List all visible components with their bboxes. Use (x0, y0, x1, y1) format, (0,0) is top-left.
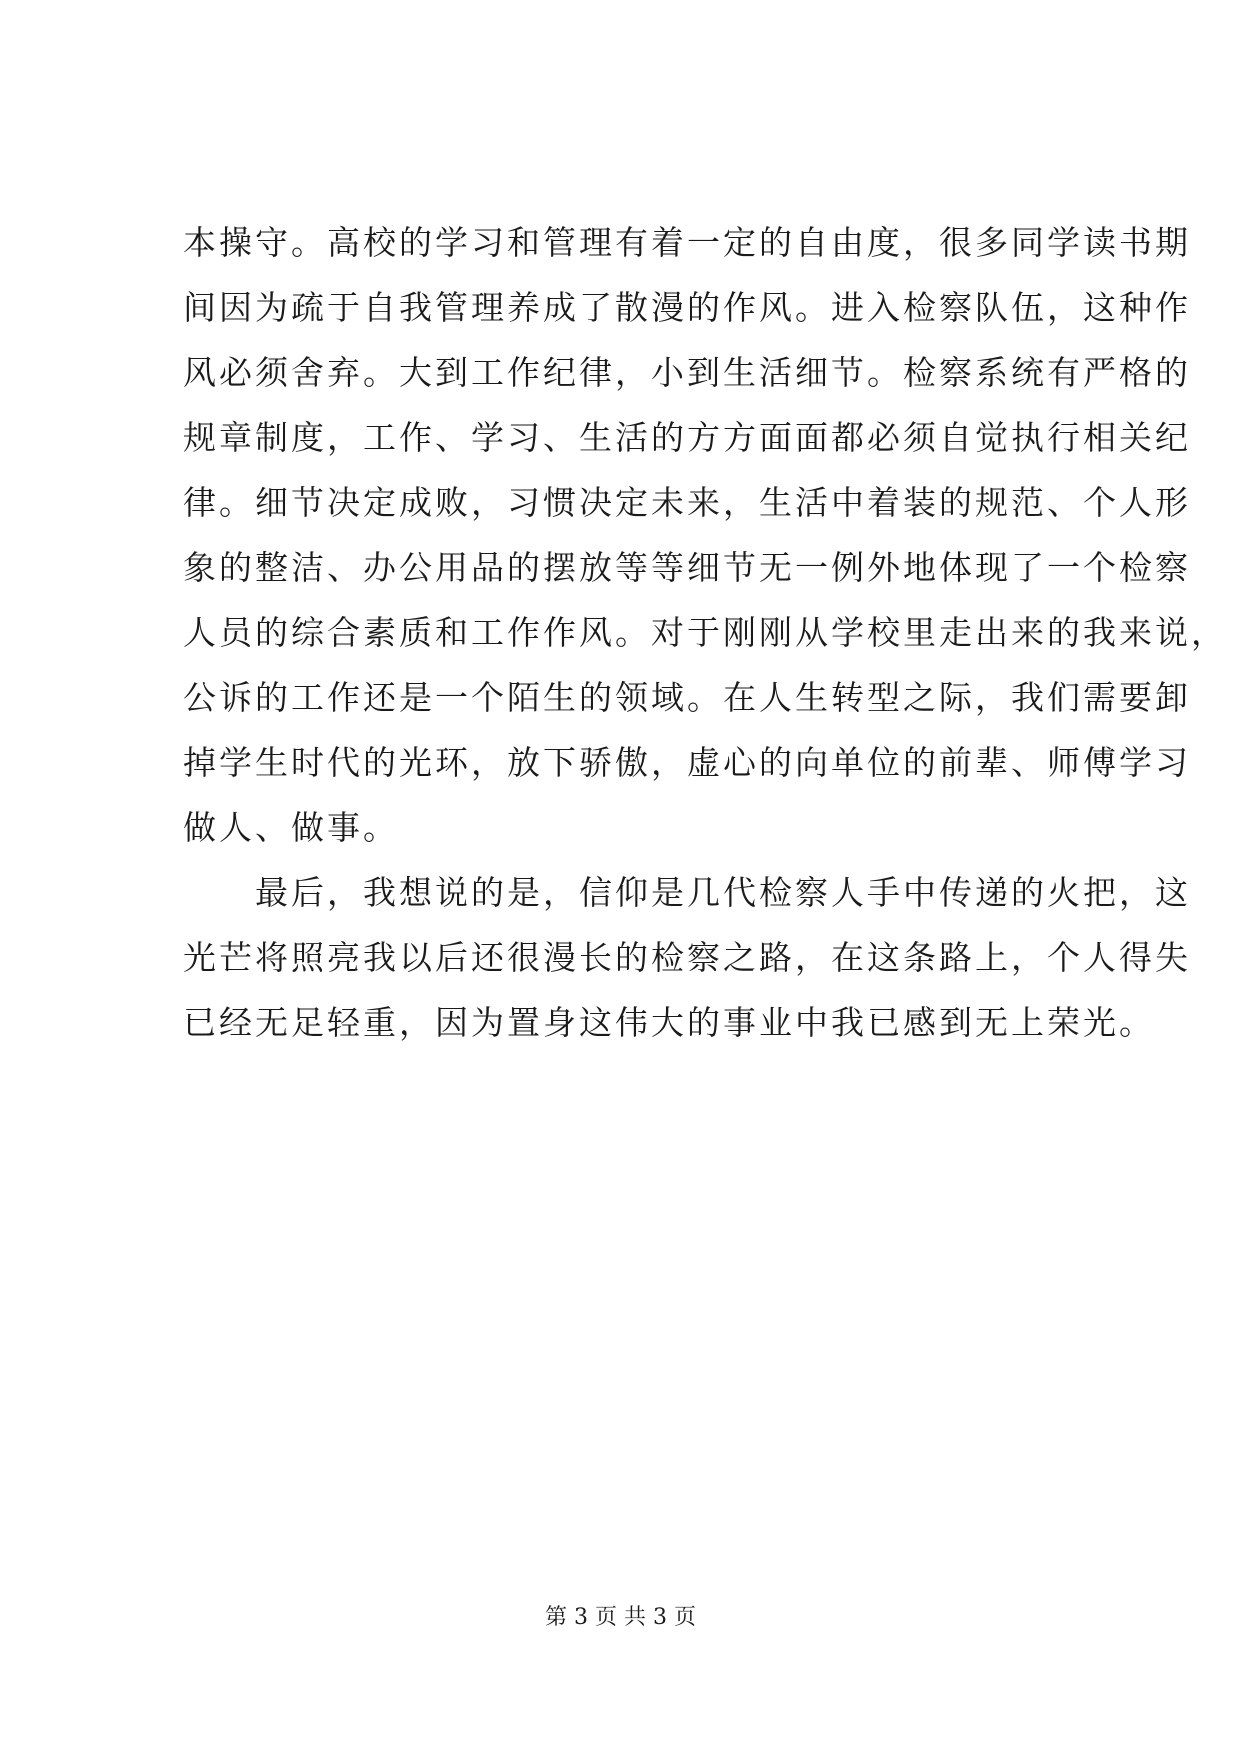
text-line: 间因为疏于自我管理养成了散漫的作风。进入检察队伍，这种作 (183, 288, 1191, 327)
text-line: 做人、做事。 (183, 808, 399, 847)
paragraph-2 (183, 860, 1191, 1055)
page-footer (0, 1603, 1241, 1633)
text-line: 掉学生时代的光环，放下骄傲，虚心的向单位的前辈、师傅学习 (183, 743, 1191, 782)
text-line: 象的整洁、办公用品的摆放等等细节无一例外地体现了一个检察 (183, 548, 1191, 587)
text-line: 本操守。高校的学习和管理有着一定的自由度，很多同学读书期 (183, 223, 1191, 262)
text-line: 已经无足轻重，因为置身这伟大的事业中我已感到无上荣光。 (183, 1003, 1155, 1042)
text-line: 人员的综合素质和工作作风。对于刚刚从学校里走出来的我来说， (183, 613, 1227, 652)
page-number: 第 3 页 共 3 页 (545, 1605, 696, 1630)
text-line: 规章制度，工作、学习、生活的方方面面都必须自觉执行相关纪 (183, 418, 1191, 457)
document-body (183, 210, 1227, 1055)
text-line: 光芒将照亮我以后还很漫长的检察之路，在这条路上，个人得失 (183, 938, 1191, 977)
text-line: 最后，我想说的是，信仰是几代检察人手中传递的火把，这 (183, 873, 1191, 912)
text-line: 律。细节决定成败，习惯决定未来，生活中着装的规范、个人形 (183, 483, 1191, 522)
text-line: 公诉的工作还是一个陌生的领域。在人生转型之际，我们需要卸 (183, 678, 1191, 717)
text-line: 风必须舍弃。大到工作纪律，小到生活细节。检察系统有严格的 (183, 353, 1191, 392)
paragraph-1 (183, 210, 1227, 860)
